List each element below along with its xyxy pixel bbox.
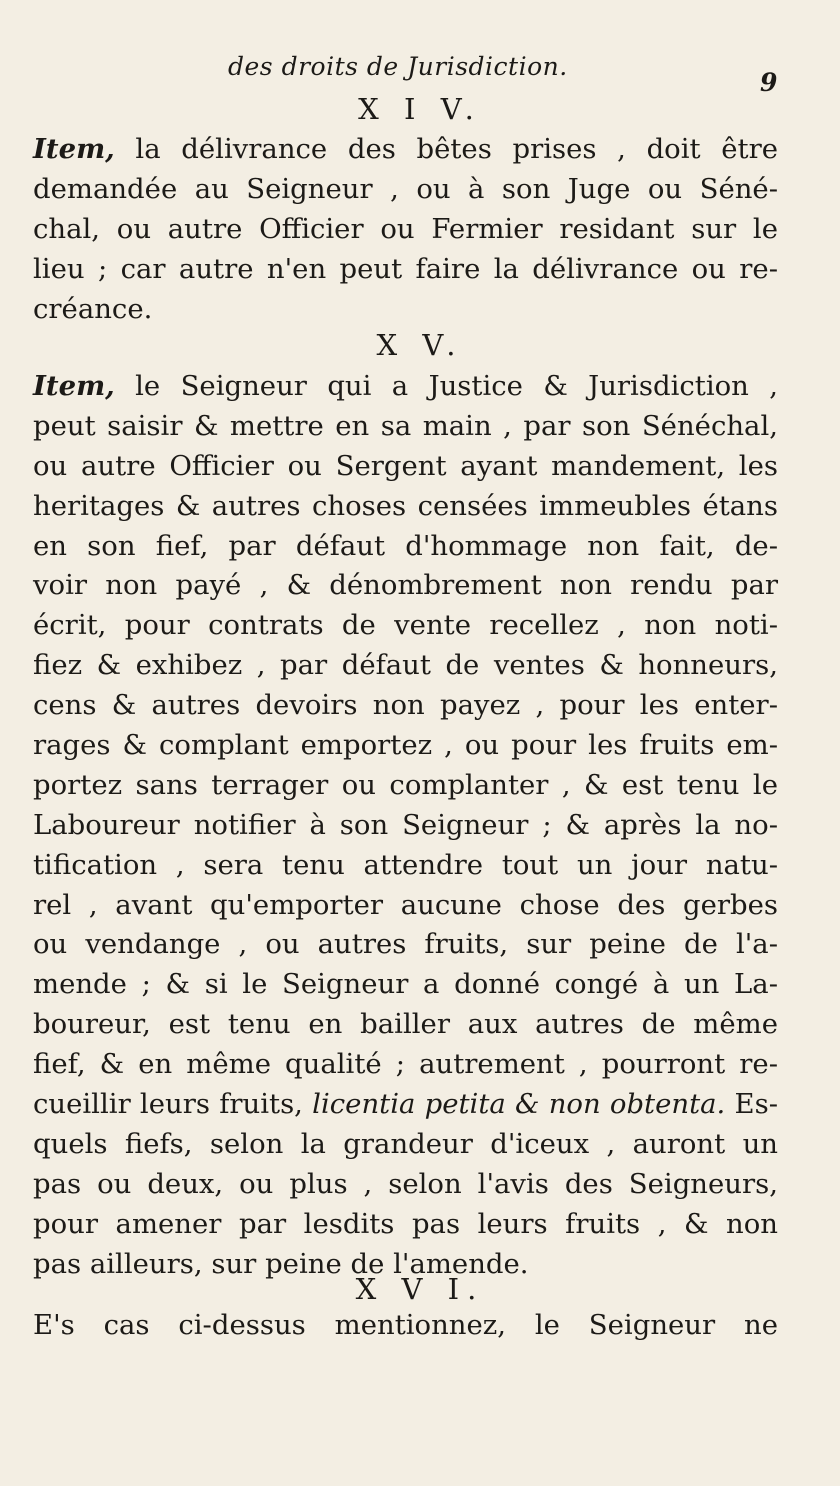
- text-line: rel , avant qu'emporter aucune chose des gerbes: [33, 888, 778, 921]
- section-numeral-xv: X V.: [376, 328, 464, 362]
- text-line: voir non payé , & dénombrement non rendu par: [33, 569, 778, 602]
- item-word: Item,: [33, 370, 115, 402]
- text-line: mende ; & si le Seigneur a donné congé à un La-: [33, 968, 778, 1001]
- item-word: Item,: [33, 133, 115, 165]
- section-numeral-xiv: X I V.: [358, 92, 482, 126]
- text-line: tification , sera tenu attendre tout un jour natu-: [33, 848, 778, 881]
- page-number: 9: [760, 68, 778, 97]
- text-line: ou autre Officier ou Sergent ayant mandement, les: [33, 449, 778, 482]
- text-line: fief, & en même qualité ; autrement , pourront re-: [33, 1048, 778, 1081]
- text-line: peut saisir & mettre en sa main , par son Sénéchal,: [33, 409, 778, 442]
- section-xv-text: [33, 367, 778, 1284]
- text-line: cens & autres devoirs non payez , pour les enter-: [33, 689, 778, 722]
- text-line: pour amener par lesdits pas leurs fruits , & non: [33, 1207, 778, 1240]
- text-line: Laboureur notifier à son Seigneur ; & après la no-: [33, 808, 778, 841]
- text-line: Item, le Seigneur qui a Justice & Jurisdiction ,: [33, 370, 778, 402]
- text-line: pas ou deux, ou plus , selon l'avis des Seigneurs,: [33, 1167, 778, 1200]
- text-line: créance.: [33, 292, 153, 325]
- text-line: ou vendange , ou autres fruits, sur peine de l'a-: [33, 928, 778, 961]
- text-line: Item, la délivrance des bêtes prises , doit être: [33, 133, 778, 165]
- running-title: des droits de Jurisdiction.: [228, 52, 568, 81]
- text-line: heritages & autres choses censées immeubles étans: [33, 489, 778, 522]
- text-line: pas ailleurs, sur peine de l'amende.: [33, 1247, 529, 1280]
- text-line: en son fief, par défaut d'hommage non fait, de-: [33, 529, 778, 562]
- latin-phrase: licentia petita & non obtenta.: [312, 1088, 726, 1121]
- text-line: portez sans terrager ou complanter , & est tenu le: [33, 768, 778, 801]
- text-line: cueillir leurs fruits, licentia petita & non obtenta. Es-: [33, 1088, 779, 1121]
- page-header: [0, 52, 840, 97]
- text-line: E's cas ci-dessus mentionnez, le Seigneur ne: [33, 1309, 778, 1341]
- text-line: quels fiefs, selon la grandeur d'iceux , auront un: [33, 1127, 778, 1160]
- section-xiv-text: [33, 130, 778, 329]
- text-line: rages & complant emportez , ou pour les fruits em-: [33, 729, 778, 762]
- text-line: lieu ; car autre n'en peut faire la délivrance ou re-: [33, 252, 778, 285]
- text-line: chal, ou autre Officier ou Fermier residant sur le: [33, 212, 778, 245]
- text-line: écrit, pour contrats de vente recellez , non noti-: [33, 609, 778, 642]
- section-xvi-text: [33, 1306, 778, 1346]
- text-line: fiez & exhibez , par défaut de ventes & honneurs,: [33, 649, 778, 682]
- text-line: boureur, est tenu en bailler aux autres de même: [33, 1008, 778, 1041]
- section-numeral-xvi: X V I.: [355, 1272, 485, 1306]
- text-line: demandée au Seigneur , ou à son Juge ou Séné-: [33, 172, 778, 205]
